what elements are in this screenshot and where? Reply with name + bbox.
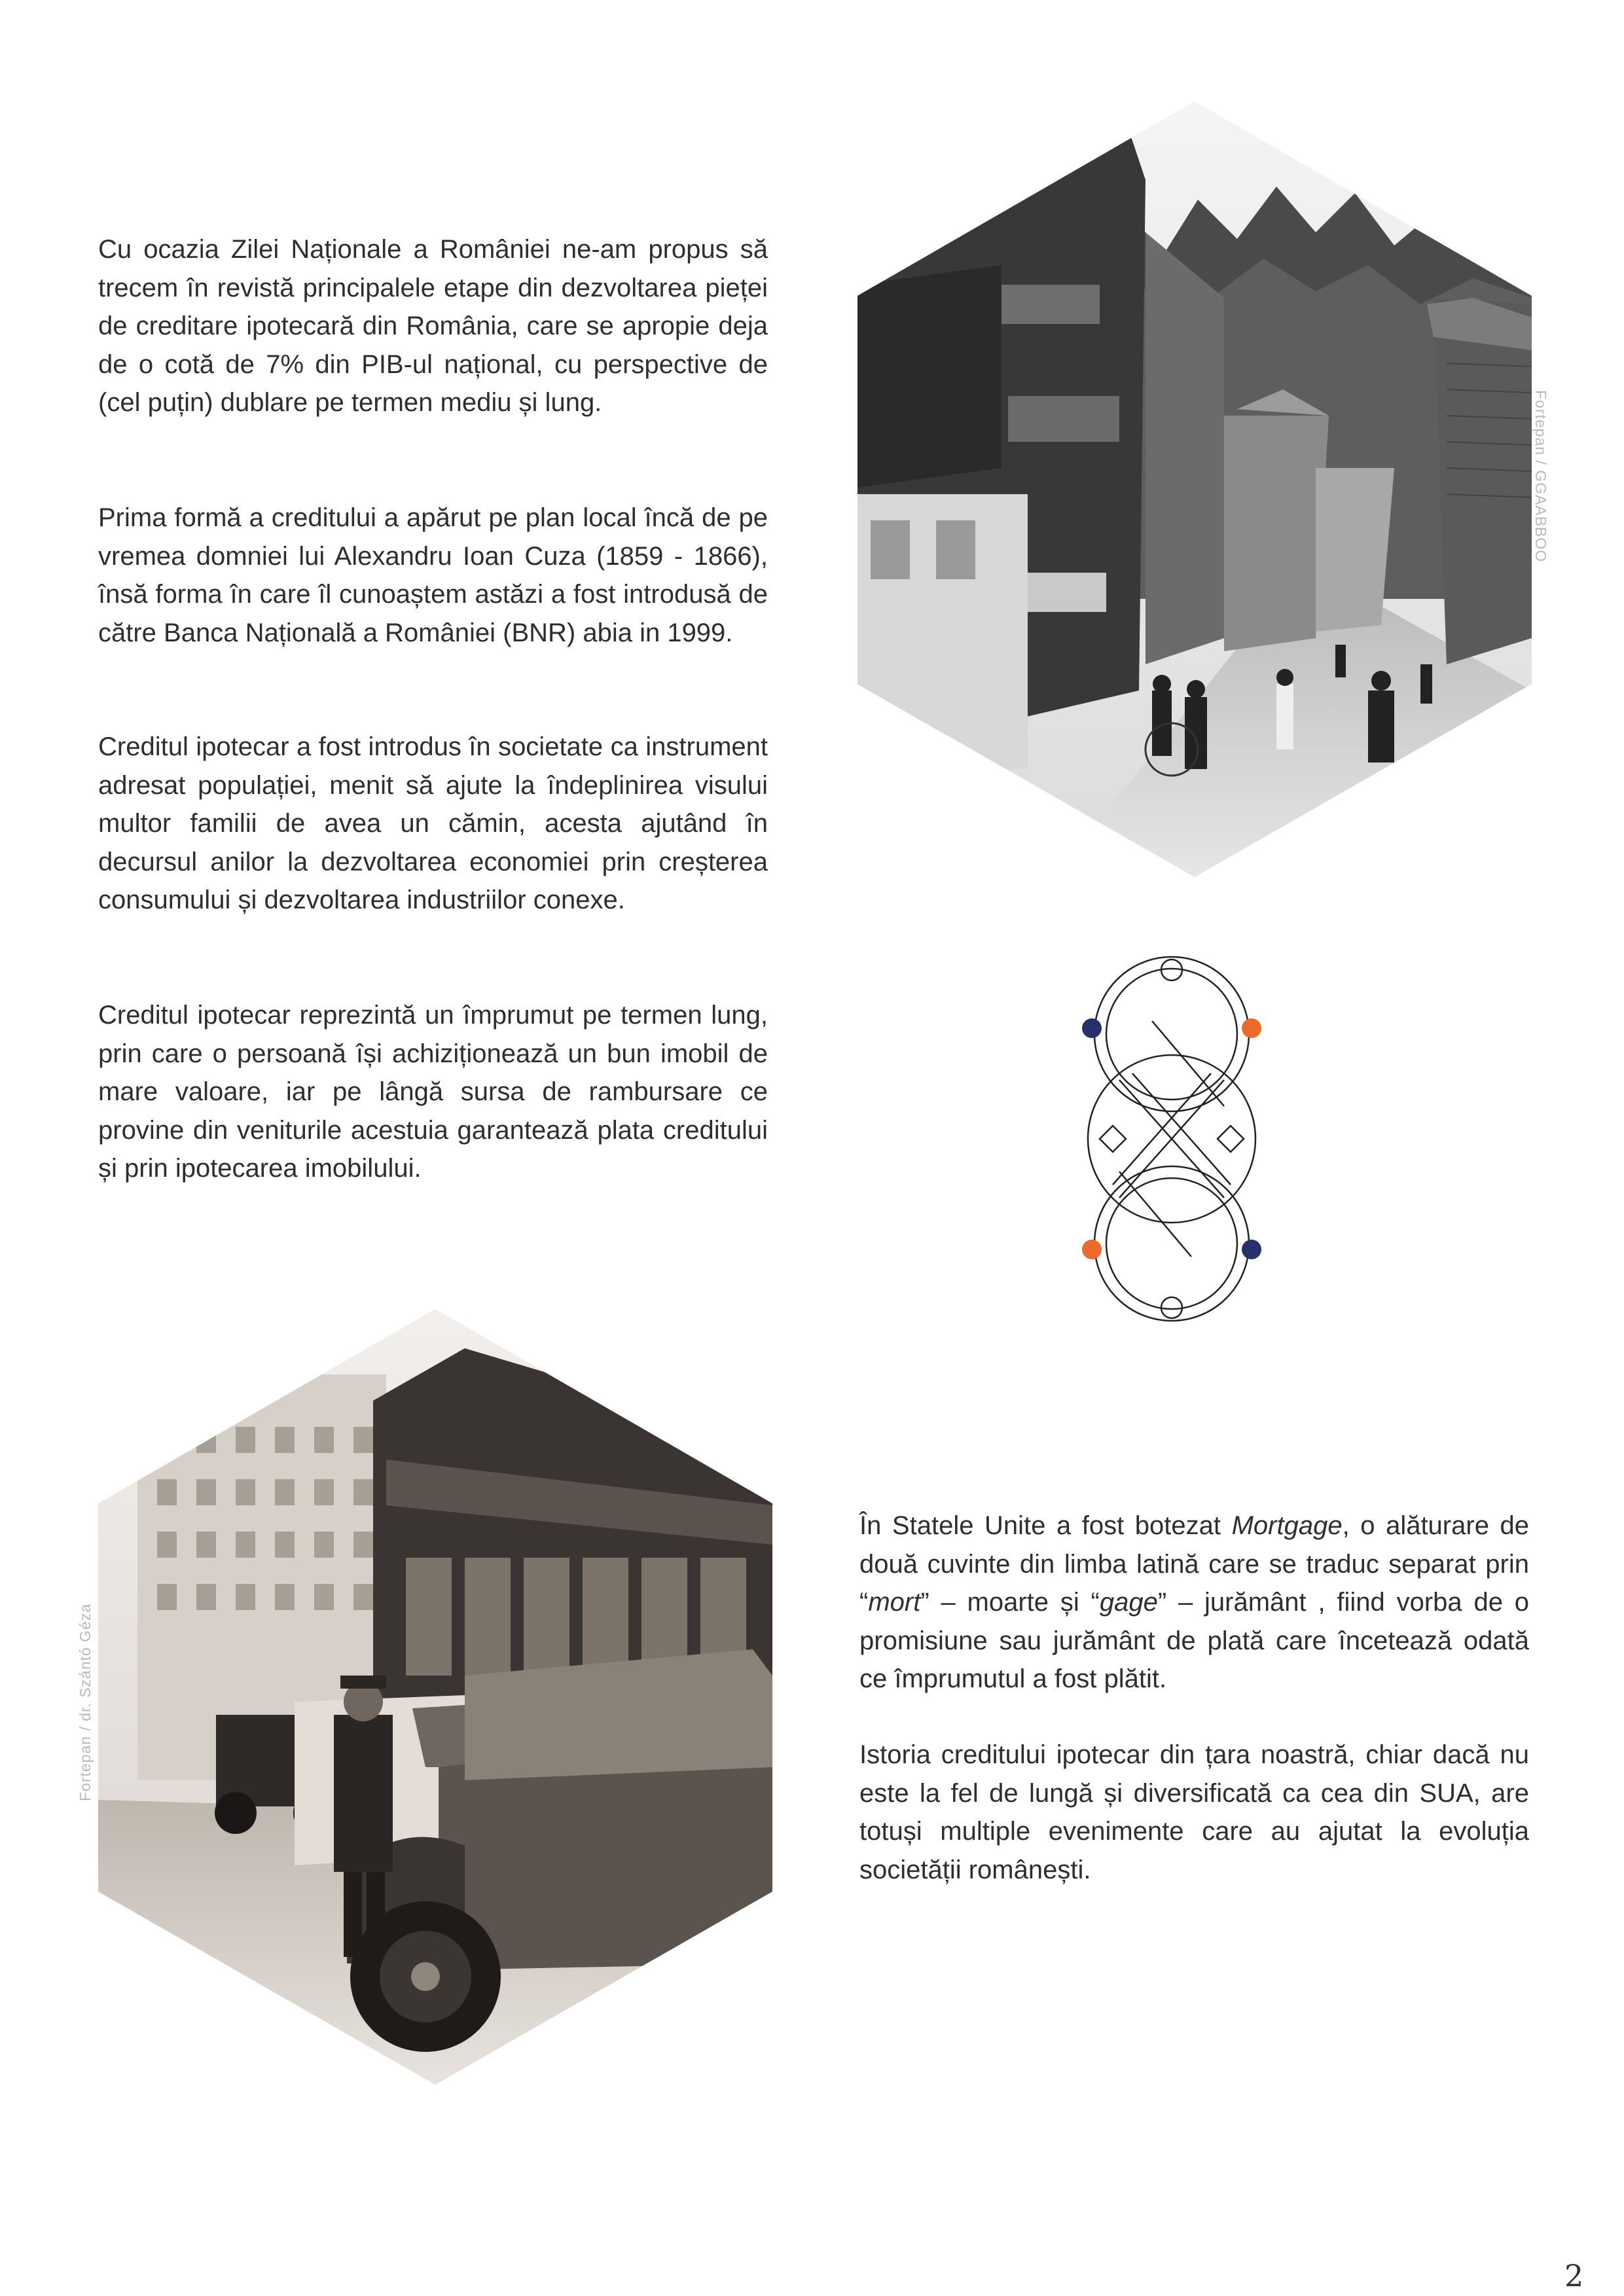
- paragraph-history: Prima formă a creditului a apărut pe plan local încă de pe vremea domniei lui Alexandru Ioan Cuza (1859 - 1866), însă forma în care îl cunoaștem astăzi a fost introdusă de către Banca Națională a României (BNR) abia in 1999.: [98, 503, 768, 647]
- term-mort: mort: [868, 1588, 921, 1617]
- paragraph-definition: Creditul ipotecar reprezintă un împrumut pe termen lung, prin care o persoană își achiziționează un bun imobil de mare valoare, iar pe lângă sursa de rambursare ce provine din veniturile acestuia garantează plata creditului și prin ipotecarea imobilului.: [98, 1001, 768, 1183]
- paragraph-mortgage-etymology: În Statele Unite a fost botezat Mortgage, o alăturare de două cuvinte din limba latină care se traduc separat prin “mort” – moarte și “gage” – jurământ , fiind vorba de o promisiune sau jurământ de plată care încetează odată ce împrumutul a fost plătit.: [859, 1511, 1529, 1693]
- infinity-knot-emblem: [1074, 942, 1270, 1335]
- photo-credit-top: Fortepan / GGAABBOO: [1532, 390, 1549, 563]
- photo-credit-bottom: Fortepan / dr. Szántó Géza: [77, 1603, 94, 1801]
- photo-hexagon-street: [857, 101, 1532, 877]
- paragraph-intro: Cu ocazia Zilei Naționale a României ne-am propus să trecem în revistă principalele etape din dezvoltarea pieței de creditare ipotecară din România, care se apropie deja de o cotă de 7% din PIB-ul național, cu perspective de (cel puțin) dublare pe termen mediu și lung.: [98, 235, 768, 417]
- term-mortgage: Mortgage: [1231, 1511, 1343, 1540]
- page-number: 2: [1564, 2258, 1584, 2293]
- term-gage: gage: [1099, 1588, 1158, 1617]
- paragraph-purpose: Creditul ipotecar a fost introdus în societate ca instrument adresat populației, menit să ajute la îndeplinirea visului multor familii de avea un cămin, acesta ajutând în decursul anilor la dezvoltarea economiei prin creșterea consumului și dezvoltarea industriilor conexe.: [98, 732, 768, 914]
- paragraph-romania-history: Istoria creditului ipotecar din țara noastră, chiar dacă nu este la fel de lungă și diversificată ca cea din SUA, are totuși multiple evenimente care au ajutat la evoluția societății românești.: [859, 1740, 1529, 1884]
- photo-hexagon-cars: [98, 1309, 772, 2085]
